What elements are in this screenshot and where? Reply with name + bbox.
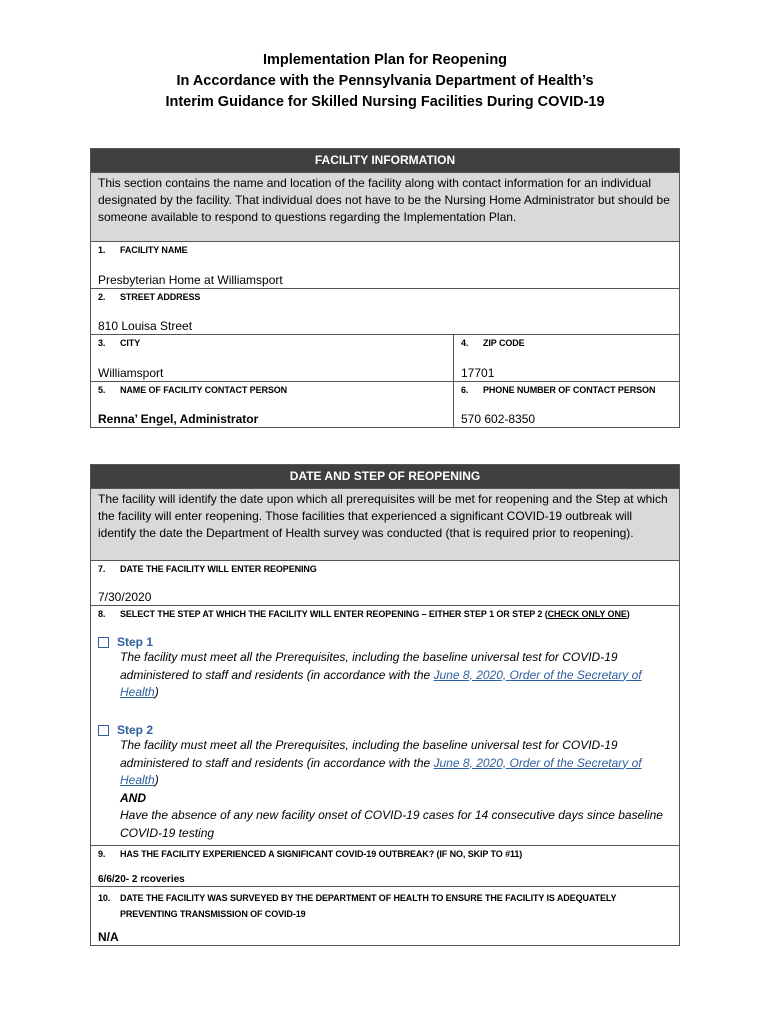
contact-phone-value: 570 602-8350 xyxy=(461,412,536,426)
outbreak-value: 6/6/20- 2 rcoveries xyxy=(98,874,185,885)
step-2-text-end: ) xyxy=(154,773,159,787)
title-line-1: Implementation Plan for Reopening xyxy=(262,52,508,68)
outbreak-field[interactable] xyxy=(91,846,679,886)
field-number: 1. xyxy=(98,245,106,255)
contact-phone-label: PHONE NUMBER OF CONTACT PERSON xyxy=(483,385,656,395)
street-address-row xyxy=(91,288,679,334)
contact-person-value: Renna’ Engel, Administrator xyxy=(98,412,259,426)
field-number: 7. xyxy=(98,564,106,574)
field-number: 5. xyxy=(98,385,106,395)
zip-code-field[interactable] xyxy=(453,335,679,381)
survey-value: N/A xyxy=(98,930,119,944)
step-1-checkbox[interactable] xyxy=(98,637,109,648)
reopening-date-value: 7/30/2020 xyxy=(98,590,152,604)
city-zip-row xyxy=(91,334,679,381)
step-1-option[interactable] xyxy=(98,635,675,702)
field-number: 10. xyxy=(98,893,111,903)
survey-row xyxy=(91,886,679,945)
city-label: CITY xyxy=(120,338,141,348)
facility-name-label: FACILITY NAME xyxy=(120,245,188,255)
field-number: 3. xyxy=(98,338,106,348)
step-2-checkbox[interactable] xyxy=(98,725,109,736)
field-number: 4. xyxy=(461,338,469,348)
facility-name-field[interactable] xyxy=(91,242,679,288)
survey-field[interactable] xyxy=(91,887,679,945)
facility-information-section xyxy=(90,148,680,428)
survey-label: DATE THE FACILITY WAS SURVEYED BY THE DEPARTMENT OF HEALTH TO ENSURE THE FACILITY IS ADEQUATELY PREVENTING TRANSMISSION OF COVID-19 xyxy=(120,893,617,919)
step-select-label-end: ) xyxy=(626,609,630,619)
facility-section-header: FACILITY INFORMATION xyxy=(91,149,679,172)
field-number: 6. xyxy=(461,385,469,395)
step-1-description xyxy=(98,649,675,702)
city-value: Williamsport xyxy=(98,366,164,380)
step-2-option[interactable] xyxy=(98,723,675,842)
reopening-section-header: DATE AND STEP OF REOPENING xyxy=(91,465,679,488)
title-line-3: Interim Guidance for Skilled Nursing Facilities During COVID-19 xyxy=(165,94,605,110)
street-address-field[interactable] xyxy=(91,289,679,334)
field-number: 9. xyxy=(98,849,106,859)
reopening-section-description: The facility will identify the date upon which all prerequisites will be met for reopening and the Step at which the facility will enter reopening. Those facilities that experienced a significant COVID-19 outbreak will identify the date the Department of Health survey was conducted (that is required prior to reopening). xyxy=(91,488,679,560)
step-select-row xyxy=(91,605,679,845)
zip-code-label: ZIP CODE xyxy=(483,338,525,348)
field-number: 8. xyxy=(98,609,106,619)
field-number: 2. xyxy=(98,292,106,302)
step-select-field xyxy=(91,606,679,845)
street-address-value: 810 Louisa Street xyxy=(98,319,193,333)
step-select-label: SELECT THE STEP AT WHICH THE FACILITY WILL ENTER REOPENING – EITHER STEP 1 OR STEP 2 ( xyxy=(120,609,548,619)
facility-name-value: Presbyterian Home at Williamsport xyxy=(98,273,283,287)
title-line-2: In Accordance with the Pennsylvania Department of Health’s xyxy=(176,73,594,89)
reopening-date-row xyxy=(91,560,679,605)
step-2-additional-requirement: Have the absence of any new facility onset of COVID-19 cases for 14 consecutive days since baseline COVID-19 testing xyxy=(120,808,663,840)
step-1-title: Step 1 xyxy=(117,635,154,649)
contact-phone-field[interactable] xyxy=(453,382,679,427)
step-1-text-end: ) xyxy=(154,685,159,699)
step-2-description xyxy=(98,737,675,790)
step-1-order-link[interactable]: June 8, 2020, Order of the Secretary of Health xyxy=(120,667,642,699)
step-2-and: AND xyxy=(120,790,146,805)
contact-row xyxy=(91,381,679,427)
step-2-text: The facility must meet all the Prerequisites, including the baseline universal test for COVID-19 administered to staff and residents (in accordance with the xyxy=(120,738,618,770)
reopening-date-field[interactable] xyxy=(91,561,679,605)
step-select-label-emphasis: CHECK ONLY ONE xyxy=(547,609,627,619)
zip-code-value: 17701 xyxy=(461,366,495,380)
facility-name-row xyxy=(91,241,679,288)
outbreak-label: HAS THE FACILITY EXPERIENCED A SIGNIFICANT COVID-19 OUTBREAK? (IF NO, SKIP TO #11) xyxy=(120,849,523,859)
reopening-section xyxy=(90,464,680,946)
step-1-text: The facility must meet all the Prerequisites, including the baseline universal test for COVID-19 administered to staff and residents (in accordance with the xyxy=(120,650,618,682)
reopening-date-label: DATE THE FACILITY WILL ENTER REOPENING xyxy=(120,564,317,574)
city-field[interactable] xyxy=(91,335,453,381)
contact-person-field[interactable] xyxy=(91,382,453,427)
outbreak-row xyxy=(91,845,679,886)
facility-section-description: This section contains the name and location of the facility along with contact information for an individual designated by the facility. That individual does not have to be the Nursing Home Administrator but should be someone available to respond to questions regarding the Implementation Plan. xyxy=(91,172,679,241)
street-address-label: STREET ADDRESS xyxy=(120,292,201,302)
contact-person-label: NAME OF FACILITY CONTACT PERSON xyxy=(120,385,288,395)
step-2-title: Step 2 xyxy=(117,723,154,737)
step-2-order-link[interactable]: June 8, 2020, Order of the Secretary of Health xyxy=(120,755,642,787)
